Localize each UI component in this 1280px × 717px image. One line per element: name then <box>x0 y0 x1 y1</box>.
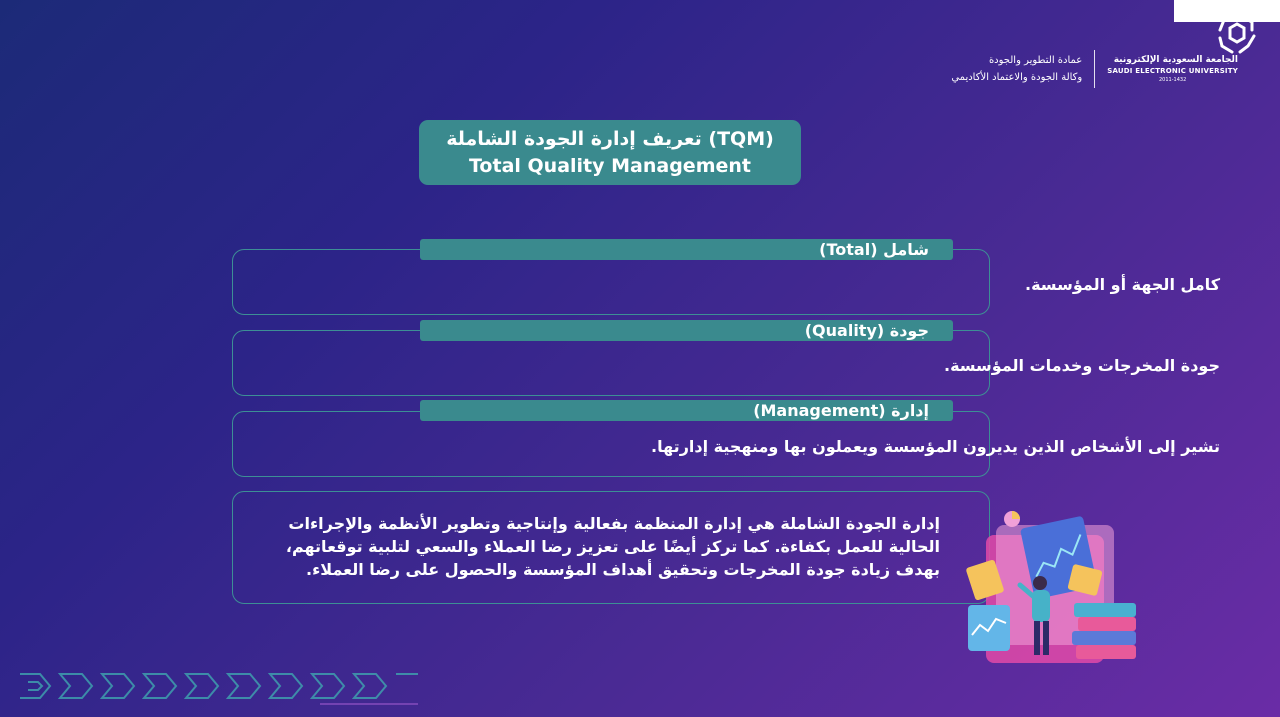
definition-label-management: إدارة (Management) <box>420 400 953 421</box>
header-divider <box>1094 50 1095 88</box>
deanship-line2: وكالة الجودة والاعتماد الأكاديمي <box>951 72 1083 83</box>
definition-text-management: تشير إلى الأشخاص الذين يديرون المؤسسة ويعملون بها ومنهجية إدارتها. <box>651 437 1220 456</box>
definition-label-total: شامل (Total) <box>420 239 953 260</box>
university-name-ar: الجامعة السعودية الإلكترونية <box>1113 55 1238 65</box>
summary-text: إدارة الجودة الشاملة هي إدارة المنظمة بفعالية وإنتاجية وتطوير الأنظمة والإجراءات الحالية للعمل بكفاءة. كما تركز أيضًا على تعزيز رضا العملاء والسعي لتلبية توقعاتهم، بهدف زيادة جودة المخرجات وتحقيق أهداف المؤسسة والحصول على رضا العملاء. <box>285 514 940 579</box>
geometric-pattern-icon <box>20 668 420 710</box>
data-analyst-illustration-icon <box>962 505 1146 670</box>
university-name <box>1107 54 1238 84</box>
definition-label-quality: جودة (Quality) <box>420 320 953 341</box>
header <box>951 50 1238 88</box>
deanship-line1: عمادة التطوير والجودة <box>988 55 1083 66</box>
definition-text-quality: جودة المخرجات وخدمات المؤسسة. <box>943 356 1220 375</box>
deanship-block <box>951 52 1082 86</box>
page-title <box>419 120 801 185</box>
definition-text-total: كامل الجهة أو المؤسسة. <box>1025 275 1220 294</box>
title-line1: تعريف إدارة الجودة الشاملة (TQM) <box>446 127 774 150</box>
university-name-en: SAUDI ELECTRONIC UNIVERSITY <box>1107 67 1238 75</box>
university-years: 2011-1432 <box>1159 77 1187 83</box>
title-line2: Total Quality Management <box>469 154 751 177</box>
